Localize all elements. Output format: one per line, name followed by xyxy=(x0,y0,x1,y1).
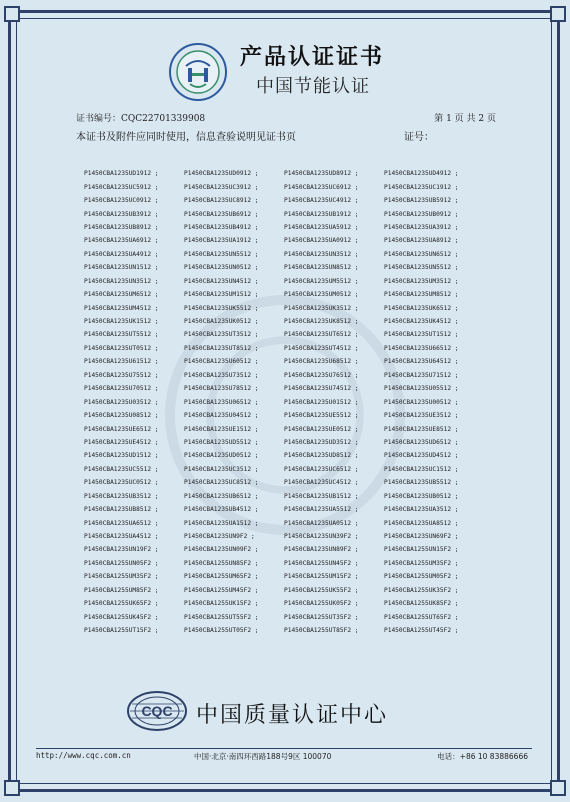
model-number: P1450CBA1235UC4912 ; xyxy=(284,197,359,205)
model-number: P1450CBA1235UN19F2 ; xyxy=(84,546,159,554)
model-row xyxy=(84,422,484,435)
model-number: P1450CBA1235UA3912 ; xyxy=(384,223,459,231)
model-row xyxy=(84,275,484,288)
model-row xyxy=(84,503,484,516)
model-number: P1450CBA1235UN8512 ; xyxy=(284,264,359,272)
model-row xyxy=(84,476,484,489)
model-number: P1450CBA1255UT55F2 ; xyxy=(184,613,259,621)
model-number: P1450CBA1235UC0912 ; xyxy=(84,197,159,205)
model-number: P1450CBA1235UA0512 ; xyxy=(284,519,359,527)
model-number: P1450CBA1235UC3512 ; xyxy=(184,465,259,473)
model-number: P1450CBA1235U75512 ; xyxy=(84,371,159,379)
model-number: P1450CBA1235UE0512 ; xyxy=(284,425,359,433)
model-number: P1450CBA1235UD6512 ; xyxy=(384,438,459,446)
model-number: P1450CBA1235UA5512 ; xyxy=(284,506,359,514)
model-number: P1450CBA1255UM85F2 ; xyxy=(84,586,159,594)
model-number: P1450CBA1235U64512 ; xyxy=(384,358,459,366)
model-number: P1450CBA1235UC1912 ; xyxy=(384,183,459,191)
model-number: P1450CBA1255UM65F2 ; xyxy=(184,573,259,581)
model-row xyxy=(84,248,484,261)
model-row xyxy=(84,624,484,637)
model-number: P1450CBA1235UK0512 ; xyxy=(184,318,259,326)
model-number: P1450CBA1235U08512 ; xyxy=(84,412,159,420)
model-row xyxy=(84,342,484,355)
model-row xyxy=(84,395,484,408)
model-number: P1450CBA1235UB6512 ; xyxy=(184,492,259,500)
model-number: P1450CBA1235UC4512 ; xyxy=(284,479,359,487)
model-number: P1450CBA1235UM4512 ; xyxy=(84,304,159,312)
model-number: P1450CBA1235UN4512 ; xyxy=(184,277,259,285)
model-number: P1450CBA1235U73512 ; xyxy=(184,371,259,379)
model-number: P1450CBA1235UA8512 ; xyxy=(384,519,459,527)
model-number: P1450CBA1235UC5912 ; xyxy=(84,183,159,191)
model-number: P1450CBA1255UK05F2 ; xyxy=(284,600,359,608)
model-number: P1450CBA1255UT05F2 ; xyxy=(184,627,259,635)
model-row xyxy=(84,355,484,368)
model-number: P1450CBA1235UB4512 ; xyxy=(184,506,259,514)
model-number: P1450CBA1235UT0512 ; xyxy=(84,344,159,352)
corner-ornament xyxy=(4,6,20,22)
model-number: P1450CBA1255UN05F2 ; xyxy=(84,559,159,567)
model-number: P1450CBA1235UN0512 ; xyxy=(184,264,259,272)
model-number: P1450CBA1235UM5512 ; xyxy=(284,277,359,285)
model-number: P1450CBA1235U00512 ; xyxy=(384,398,459,406)
model-row xyxy=(84,530,484,543)
model-row xyxy=(84,288,484,301)
model-number: P1450CBA1235U68512 ; xyxy=(284,358,359,366)
model-number: P1450CBA1235UB4912 ; xyxy=(184,223,259,231)
model-number: P1450CBA1235UB0912 ; xyxy=(384,210,459,218)
model-number: P1450CBA1235UK3512 ; xyxy=(284,304,359,312)
model-row xyxy=(84,516,484,529)
model-number: P1450CBA1235UN5512 ; xyxy=(384,264,459,272)
model-number: P1450CBA1235UD1512 ; xyxy=(84,452,159,460)
model-number: P1450CBA1255UK45F2 ; xyxy=(84,613,159,621)
model-number: P1450CBA1235UK5512 ; xyxy=(184,304,259,312)
model-number: P1450CBA1235UN09F2 ; xyxy=(184,546,259,554)
model-row xyxy=(84,382,484,395)
model-number: P1450CBA1235UE1512 ; xyxy=(184,425,259,433)
model-number: P1450CBA1235U06512 ; xyxy=(184,398,259,406)
model-number: P1450CBA1255UM35F2 ; xyxy=(384,559,459,567)
model-number: P1450CBA1235UC6912 ; xyxy=(284,183,359,191)
model-row xyxy=(84,301,484,314)
model-number: P1450CBA1235UC5512 ; xyxy=(84,465,159,473)
model-number: P1450CBA1235UM6512 ; xyxy=(84,291,159,299)
model-number: P1450CBA1235UB5912 ; xyxy=(384,197,459,205)
cert-label: 证号： xyxy=(404,132,434,143)
model-number: P1450CBA1235UD8512 ; xyxy=(284,452,359,460)
model-number: P1450CBA1255UT85F2 ; xyxy=(284,627,359,635)
model-number: P1450CBA1255UK35F2 ; xyxy=(384,586,459,594)
model-row xyxy=(84,369,484,382)
phone: 电话：+86 10 83886666 xyxy=(437,752,528,761)
model-number: P1450CBA1235UA3512 ; xyxy=(384,506,459,514)
model-number: P1450CBA1235UT8512 ; xyxy=(184,344,259,352)
model-number: P1450CBA1235U71512 ; xyxy=(384,371,459,379)
model-row xyxy=(84,409,484,422)
cqc-logo xyxy=(126,690,188,732)
model-number: P1450CBA1235U05512 ; xyxy=(384,385,459,393)
model-number: P1450CBA1235UE3512 ; xyxy=(384,412,459,420)
website-link[interactable]: http://www.cqc.com.cn xyxy=(36,751,131,760)
model-number: P1450CBA1235UN1512 ; xyxy=(84,264,159,272)
model-number: P1450CBA1235U61512 ; xyxy=(84,358,159,366)
model-number: P1450CBA1235UC0512 ; xyxy=(84,479,159,487)
issuer-name: 中国质量认证中心 xyxy=(196,703,389,728)
model-number: P1450CBA1235UT1512 ; xyxy=(384,331,459,339)
cqc-logo-text: CQC xyxy=(141,703,173,719)
model-number: P1450CBA1255UT45F2 ; xyxy=(384,627,459,635)
footer xyxy=(36,748,532,764)
cert-number-value: CQC22701339908 xyxy=(121,114,206,124)
corner-ornament xyxy=(550,6,566,22)
model-number: P1450CBA1235UN89F2 ; xyxy=(284,546,359,554)
model-number: P1450CBA1235UC3912 ; xyxy=(184,183,259,191)
model-number: P1450CBA1235UA4912 ; xyxy=(84,250,159,258)
model-number: P1450CBA1235UB8912 ; xyxy=(84,223,159,231)
model-number: P1450CBA1235U01512 ; xyxy=(284,398,359,406)
cert-number xyxy=(76,111,205,124)
model-number: P1450CBA1235UN39F2 ; xyxy=(284,533,359,541)
model-row xyxy=(84,194,484,207)
model-number: P1450CBA1255UT65F2 ; xyxy=(384,613,459,621)
model-number: P1450CBA1235UD4912 ; xyxy=(384,170,459,178)
cert-number-label: 证书编号： xyxy=(76,114,122,124)
model-row xyxy=(84,490,484,503)
model-number: P1450CBA1255UN15F2 ; xyxy=(384,546,459,554)
model-number: P1450CBA1235UM3512 ; xyxy=(384,277,459,285)
model-row xyxy=(84,449,484,462)
model-number: P1450CBA1255UK65F2 ; xyxy=(84,600,159,608)
model-number: P1450CBA1255UT35F2 ; xyxy=(284,613,359,621)
model-number: P1450CBA1235U76512 ; xyxy=(284,371,359,379)
model-number: P1450CBA1235UA4512 ; xyxy=(84,533,159,541)
model-number: P1450CBA1235UN5512 ; xyxy=(184,250,259,258)
certificate-title: 产品认证证书 xyxy=(240,45,385,70)
model-row xyxy=(84,207,484,220)
notice-text: 本证书及附件应同时使用，信息查验说明见证书页 xyxy=(76,132,296,143)
model-number: P1450CBA1235UA6912 ; xyxy=(84,237,159,245)
model-number: P1450CBA1235UT3512 ; xyxy=(184,331,259,339)
model-number: P1450CBA1235UD8912 ; xyxy=(284,170,359,178)
model-number: P1450CBA1235UK8512 ; xyxy=(284,318,359,326)
model-row xyxy=(84,570,484,583)
model-number: P1450CBA1255UM45F2 ; xyxy=(184,586,259,594)
notice-line xyxy=(76,128,496,143)
model-number: P1450CBA1235UT5512 ; xyxy=(84,331,159,339)
model-number: P1450CBA1235UD1912 ; xyxy=(84,170,159,178)
model-number: P1450CBA1235UN3512 ; xyxy=(284,250,359,258)
model-number: P1450CBA1235UE8512 ; xyxy=(384,425,459,433)
model-number: P1450CBA1235UK6512 ; xyxy=(384,304,459,312)
model-number: P1450CBA1235UC1512 ; xyxy=(384,465,459,473)
energy-certification-logo xyxy=(168,42,228,102)
model-row xyxy=(84,221,484,234)
model-number: P1450CBA1235UC8912 ; xyxy=(184,197,259,205)
model-number: P1450CBA1235UA6512 ; xyxy=(84,519,159,527)
model-row xyxy=(84,610,484,623)
model-number: P1450CBA1235U70512 ; xyxy=(84,385,159,393)
model-number: P1450CBA1235UC6512 ; xyxy=(284,465,359,473)
model-number: P1450CBA1235UE4512 ; xyxy=(84,438,159,446)
model-row xyxy=(84,167,484,180)
model-number: P1450CBA1255UM35F2 ; xyxy=(84,573,159,581)
model-row xyxy=(84,543,484,556)
model-row xyxy=(84,557,484,570)
model-number: P1450CBA1235UE6512 ; xyxy=(84,425,159,433)
model-number: P1450CBA1235UD3512 ; xyxy=(284,438,359,446)
model-list xyxy=(84,167,484,637)
model-number: P1450CBA1235UA8912 ; xyxy=(384,237,459,245)
model-number: P1450CBA1235UB1912 ; xyxy=(284,210,359,218)
model-number: P1450CBA1255UK55F2 ; xyxy=(284,586,359,594)
model-number: P1450CBA1255UK15F2 ; xyxy=(184,600,259,608)
model-number: P1450CBA1235UA1912 ; xyxy=(184,237,259,245)
model-number: P1450CBA1235U60512 ; xyxy=(184,358,259,366)
model-number: P1450CBA1235UB3512 ; xyxy=(84,492,159,500)
model-number: P1450CBA1235UD5512 ; xyxy=(184,438,259,446)
model-row xyxy=(84,597,484,610)
model-number: P1450CBA1255UK85F2 ; xyxy=(384,600,459,608)
model-number: P1450CBA1235U74512 ; xyxy=(284,385,359,393)
model-number: P1450CBA1235UN69F2 ; xyxy=(384,533,459,541)
model-number: P1450CBA1235UA0912 ; xyxy=(284,237,359,245)
model-number: P1450CBA1235UT6512 ; xyxy=(284,331,359,339)
model-number: P1450CBA1235UA5912 ; xyxy=(284,223,359,231)
model-number: P1450CBA1235UM0512 ; xyxy=(284,291,359,299)
model-number: P1450CBA1235UN6512 ; xyxy=(384,250,459,258)
model-row xyxy=(84,261,484,274)
model-row xyxy=(84,180,484,193)
model-number: P1450CBA1235UE5512 ; xyxy=(284,412,359,420)
model-number: P1450CBA1235UB0512 ; xyxy=(384,492,459,500)
model-number: P1450CBA1235U78512 ; xyxy=(184,385,259,393)
model-number: P1450CBA1235UC8512 ; xyxy=(184,479,259,487)
model-number: P1450CBA1255UN85F2 ; xyxy=(184,559,259,567)
model-row xyxy=(84,234,484,247)
model-number: P1450CBA1235UN9F2 ; xyxy=(184,533,255,541)
model-number: P1450CBA1255UM15F2 ; xyxy=(284,573,359,581)
model-number: P1450CBA1235UN3512 ; xyxy=(84,277,159,285)
model-number: P1450CBA1235UB5512 ; xyxy=(384,479,459,487)
model-number: P1450CBA1235UK1512 ; xyxy=(84,318,159,326)
model-number: P1450CBA1235UM1512 ; xyxy=(184,291,259,299)
model-number: P1450CBA1255UM05F2 ; xyxy=(384,573,459,581)
model-number: P1450CBA1235U03512 ; xyxy=(84,398,159,406)
model-row xyxy=(84,328,484,341)
certificate-subtitle: 中国节能认证 xyxy=(256,76,370,97)
model-row xyxy=(84,436,484,449)
model-number: P1450CBA1235U04512 ; xyxy=(184,412,259,420)
model-number: P1450CBA1235UD0912 ; xyxy=(184,170,259,178)
corner-ornament xyxy=(4,780,20,796)
address: 中国·北京·南四环西路188号9区 100070 xyxy=(194,752,332,761)
model-number: P1450CBA1235UT4512 ; xyxy=(284,344,359,352)
model-number: P1450CBA1235UD0512 ; xyxy=(184,452,259,460)
model-number: P1450CBA1235UK4512 ; xyxy=(384,318,459,326)
model-number: P1450CBA1235UA1512 ; xyxy=(184,519,259,527)
corner-ornament xyxy=(550,780,566,796)
model-row xyxy=(84,463,484,476)
model-number: P1450CBA1255UN45F2 ; xyxy=(284,559,359,567)
model-number: P1450CBA1235UB3912 ; xyxy=(84,210,159,218)
model-number: P1450CBA1235UB6912 ; xyxy=(184,210,259,218)
page-info: 第 1 页 共 2 页 xyxy=(434,114,496,124)
model-number: P1450CBA1235UM8512 ; xyxy=(384,291,459,299)
model-row xyxy=(84,315,484,328)
model-number: P1450CBA1255UT15F2 ; xyxy=(84,627,159,635)
model-number: P1450CBA1235UB8512 ; xyxy=(84,506,159,514)
model-row xyxy=(84,584,484,597)
model-number: P1450CBA1235U66512 ; xyxy=(384,344,459,352)
model-number: P1450CBA1235UB1512 ; xyxy=(284,492,359,500)
model-number: P1450CBA1235UD4512 ; xyxy=(384,452,459,460)
